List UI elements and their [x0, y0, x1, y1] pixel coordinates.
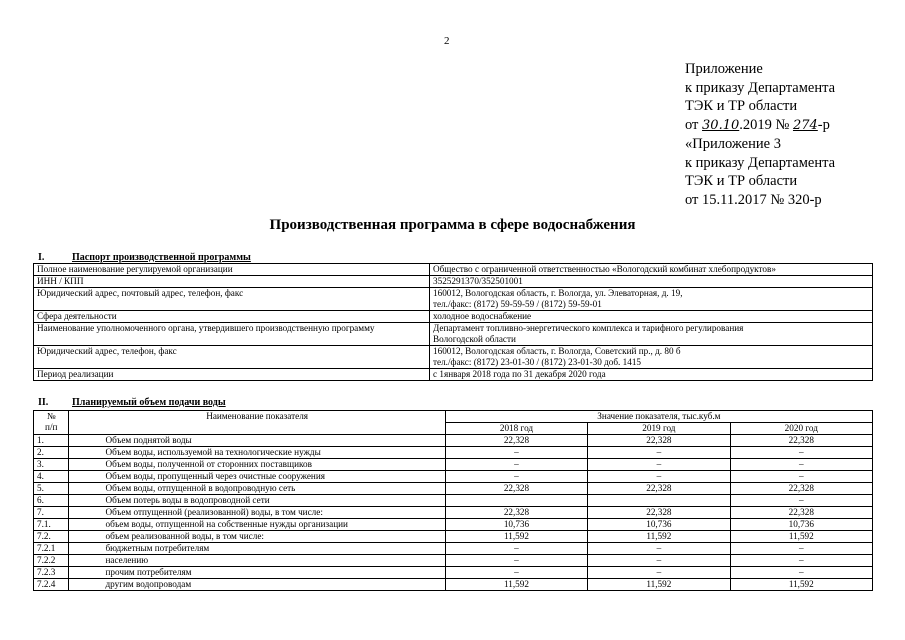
passport-value [430, 346, 873, 369]
row-value-2020: – [730, 567, 872, 579]
handwritten-number: 274 [792, 117, 818, 133]
table-row [34, 483, 873, 495]
row-value-2019: 22,328 [588, 483, 730, 495]
passport-value [430, 369, 873, 381]
row-value-2020: – [730, 471, 872, 483]
row-value-2020: – [730, 459, 872, 471]
passport-value-line: 3525291370/352501001 [433, 276, 523, 286]
passport-value [430, 311, 873, 323]
passport-value-line: с 1января 2018 года по 31 декабря 2020 года [433, 369, 606, 379]
col-year-2019: 2019 год [588, 423, 730, 435]
row-number: 7. [34, 507, 69, 519]
appendix-line: Приложение [685, 61, 763, 77]
row-value-2019: 22,328 [588, 435, 730, 447]
table-row [34, 579, 873, 591]
row-number: 3. [34, 459, 69, 471]
row-value-2018: 22,328 [445, 507, 587, 519]
passport-label: Полное наименование регулируемой организации [34, 264, 430, 276]
table-row [34, 507, 873, 519]
appendix-line: ТЭК и ТР области [685, 173, 798, 189]
row-value-2020: 11,592 [730, 579, 872, 591]
table-row [34, 519, 873, 531]
row-value-2018: – [445, 543, 587, 555]
row-value-2018: – [445, 471, 587, 483]
appendix-line: к приказу Департамента [685, 79, 836, 96]
section-title: Паспорт производственной программы [72, 252, 251, 263]
table-row [34, 447, 873, 459]
col-number-label-2: п/п [45, 422, 58, 432]
row-value-2019: 22,328 [588, 507, 730, 519]
passport-value-line: Департамент топливно-энергетического комплекса и тарифного регулирования [433, 323, 744, 333]
passport-label: Период реализации [34, 369, 430, 381]
row-value-2019: – [588, 555, 730, 567]
row-indicator-name: объем воды, отпущенной на собственные нужды организации [69, 519, 445, 531]
row-indicator-name: Объем воды, отпущенной в водопроводную сеть [69, 483, 445, 495]
row-value-2019: 11,592 [588, 531, 730, 543]
row-indicator-name: Объем воды, используемой на технологические нужды [69, 447, 445, 459]
appendix-date-prefix: от [685, 116, 703, 133]
row-value-2020: – [730, 555, 872, 567]
passport-value-line: 160012, Вологодская область, г. Вологда, ул. Элеваторная, д. 19, [433, 288, 683, 298]
row-indicator-name: населению [69, 555, 445, 567]
page-number: 2 [444, 35, 450, 47]
row-indicator-name: Объем воды, полученной от сторонних поставщиков [69, 459, 445, 471]
col-number-header [34, 411, 69, 435]
table-row [34, 471, 873, 483]
row-value-2019: 10,736 [588, 519, 730, 531]
row-value-2020: – [730, 447, 872, 459]
row-indicator-name: объем реализованной воды, в том числе: [69, 531, 445, 543]
table-row [34, 567, 873, 579]
row-number: 4. [34, 471, 69, 483]
document-title: Производственная программа в сфере водоснабжения [269, 217, 636, 233]
row-value-2018 [445, 495, 587, 507]
row-indicator-name: бюджетным потребителям [69, 543, 445, 555]
row-value-2020: 10,736 [730, 519, 872, 531]
row-number: 7.1. [34, 519, 69, 531]
row-number: 7.2.4 [34, 579, 69, 591]
row-number: 7.2.3 [34, 567, 69, 579]
row-value-2019: 11,592 [588, 579, 730, 591]
row-indicator-name: другим водопроводам [69, 579, 445, 591]
row-value-2019: – [588, 567, 730, 579]
row-value-2020: – [730, 495, 872, 507]
appendix-date-mid: .2019 № [739, 116, 793, 133]
passport-value-line: Общество с ограниченной ответственностью «Вологодский комбинат хлебопродуктов» [433, 264, 776, 274]
passport-value [430, 264, 873, 276]
passport-label: Юридический адрес, почтовый адрес, телефон, факс [34, 288, 430, 311]
col-number-label: № [46, 411, 56, 421]
row-value-2020: 22,328 [730, 507, 872, 519]
row-indicator-name: Объем воды, пропущенный через очистные сооружения [69, 471, 445, 483]
row-value-2018: – [445, 447, 587, 459]
passport-label: Наименование уполномоченного органа, утвердившего производственную программу [34, 323, 430, 346]
row-value-2020: – [730, 543, 872, 555]
table-header-row [34, 411, 873, 423]
passport-row [34, 369, 873, 381]
appendix-line: «Приложение 3 [685, 136, 781, 152]
water-volume-table [33, 410, 873, 591]
row-number: 6. [34, 495, 69, 507]
row-value-2019: – [588, 543, 730, 555]
passport-value-line-2: тел./факс: (8172) 59-59-59 / (8172) 59-59-01 [433, 299, 602, 309]
passport-row [34, 264, 873, 276]
section-2-heading [38, 397, 226, 408]
row-indicator-name: Объем потерь воды в водопроводной сети [69, 495, 445, 507]
row-number: 1. [34, 435, 69, 447]
passport-value-line-2: Вологодской области [433, 334, 516, 344]
row-number: 5. [34, 483, 69, 495]
row-value-2018: 22,328 [445, 435, 587, 447]
passport-value [430, 323, 873, 346]
row-value-2020: 22,328 [730, 435, 872, 447]
passport-row [34, 323, 873, 346]
row-value-2018: 11,592 [445, 531, 587, 543]
section-title: Планируемый объем подачи воды [72, 397, 226, 408]
appendix-block [685, 60, 835, 209]
passport-label: ИНН / КПП [34, 276, 430, 288]
row-indicator-name: прочим потребителям [69, 567, 445, 579]
passport-row [34, 311, 873, 323]
row-value-2018: 11,592 [445, 579, 587, 591]
passport-value [430, 276, 873, 288]
row-value-2020: 11,592 [730, 531, 872, 543]
table-row [34, 531, 873, 543]
handwritten-date: 30.10 [702, 117, 740, 133]
row-indicator-name: Объем отпущенной (реализованной) воды, в том числе: [69, 507, 445, 519]
row-value-2019: – [588, 447, 730, 459]
table-row [34, 555, 873, 567]
row-value-2019 [588, 495, 730, 507]
passport-label: Юридический адрес, телефон, факс [34, 346, 430, 369]
row-value-2020: 22,328 [730, 483, 872, 495]
passport-label: Сфера деятельности [34, 311, 430, 323]
passport-row [34, 346, 873, 369]
section-1-heading [38, 252, 251, 263]
row-value-2018: – [445, 555, 587, 567]
row-value-2018: – [445, 567, 587, 579]
passport-value-line: 160012, Вологодская область, г. Вологда, Советский пр., д. 80 б [433, 346, 681, 356]
section-number: II. [38, 397, 49, 408]
section-number: I. [38, 252, 45, 263]
col-name-header: Наименование показателя [69, 411, 445, 435]
row-number: 7.2.1 [34, 543, 69, 555]
table-row [34, 459, 873, 471]
row-value-2019: – [588, 459, 730, 471]
appendix-line: от 15.11.2017 № 320-р [685, 191, 822, 208]
appendix-line: к приказу Департамента [685, 154, 836, 171]
row-value-2018: – [445, 459, 587, 471]
row-number: 7.2. [34, 531, 69, 543]
passport-table [33, 263, 873, 381]
table-row [34, 435, 873, 447]
appendix-line: ТЭК и ТР области [685, 98, 798, 114]
table-row [34, 543, 873, 555]
passport-value-line: холодное водоснабжение [433, 311, 532, 321]
row-value-2018: 22,328 [445, 483, 587, 495]
col-value-header: Значение показателя, тыс.куб.м [445, 411, 872, 423]
row-value-2018: 10,736 [445, 519, 587, 531]
col-year-2018: 2018 год [445, 423, 587, 435]
row-number: 7.2.2 [34, 555, 69, 567]
passport-row [34, 288, 873, 311]
col-year-2020: 2020 год [730, 423, 872, 435]
row-value-2019: – [588, 471, 730, 483]
passport-row [34, 276, 873, 288]
row-number: 2. [34, 447, 69, 459]
appendix-date-suffix: -р [817, 116, 830, 133]
passport-value-line-2: тел./факс: (8172) 23-01-30 / (8172) 23-01-30 доб. 1415 [433, 357, 642, 367]
appendix-date-line [685, 116, 835, 136]
row-indicator-name: Объем поднятой воды [69, 435, 445, 447]
passport-value [430, 288, 873, 311]
table-row [34, 495, 873, 507]
